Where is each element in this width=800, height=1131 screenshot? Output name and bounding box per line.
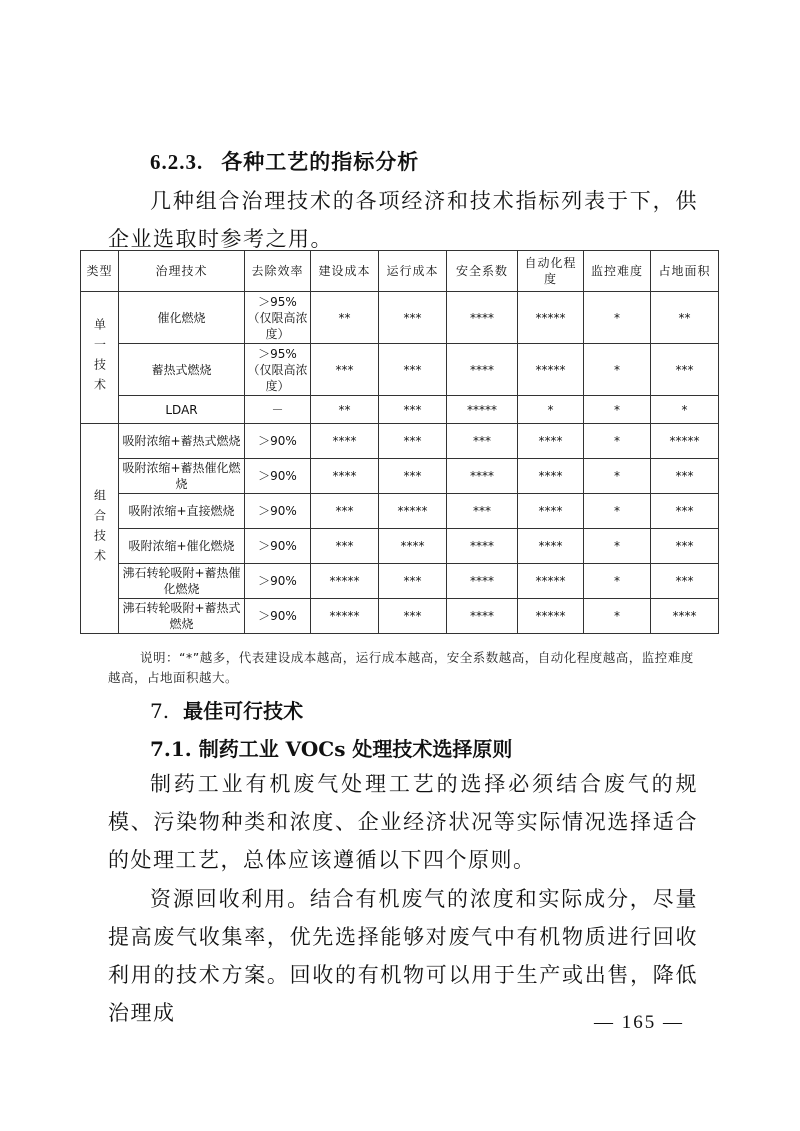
table-cell: ***** — [379, 494, 447, 529]
table-cell: LDAR — [119, 396, 245, 424]
type-cell: 单一技术 — [81, 292, 119, 424]
table-row — [81, 529, 719, 564]
table-cell: ＞95%（仅限高浓度） — [245, 344, 311, 396]
table-cell: ** — [311, 292, 379, 344]
header-cell: 类型 — [81, 251, 119, 292]
table-cell: ** — [651, 292, 719, 344]
section-heading — [150, 146, 419, 176]
table-cell: **** — [447, 599, 518, 634]
table-cell: * — [584, 599, 651, 634]
table-cell: ＞90% — [245, 494, 311, 529]
principles-paragraph: 制药工业有机废气处理工艺的选择必须结合废气的规模、污染物种类和浓度、企业经济状况等实际情况选择适合的处理工艺，总体应该遵循以下四个原则。 — [108, 772, 698, 872]
table-row — [81, 292, 719, 344]
table-cell: **** — [447, 529, 518, 564]
table-cell: *** — [379, 459, 447, 494]
resource-paragraph: 资源回收利用。结合有机废气的浓度和实际成分，尽量提高废气收集率，优先选择能够对废气中有机物质进行回收利用的技术方案。回收的有机物可以用于生产或出售，降低治理成 — [108, 887, 698, 1025]
header-cell: 治理技术 — [119, 251, 245, 292]
table-row — [81, 564, 719, 599]
table-cell: * — [651, 396, 719, 424]
table-cell: ***** — [311, 564, 379, 599]
table-cell: 催化燃烧 — [119, 292, 245, 344]
section-number: 7. — [150, 699, 170, 723]
table-cell: *** — [379, 292, 447, 344]
header-cell: 占地面积 — [651, 251, 719, 292]
intro-paragraph: 几种组合治理技术的各项经济和技术指标列表于下，供企业选取时参考之用。 — [108, 189, 698, 251]
table-cell: **** — [651, 599, 719, 634]
table-cell: 吸附浓缩+蓄热催化燃烧 — [119, 459, 245, 494]
table-cell: **** — [311, 424, 379, 459]
table-cell: 沸石转轮吸附+蓄热催化燃烧 — [119, 564, 245, 599]
table-cell: ***** — [447, 396, 518, 424]
table-cell: * — [584, 396, 651, 424]
table-cell: － — [245, 396, 311, 424]
table-cell: *** — [379, 344, 447, 396]
table-cell: **** — [518, 494, 584, 529]
table-cell: **** — [518, 529, 584, 564]
table-cell: ***** — [518, 292, 584, 344]
table-cell: * — [518, 396, 584, 424]
table-cell: * — [584, 459, 651, 494]
section-title: 各种工艺的指标分析 — [221, 149, 420, 174]
header-cell: 自动化程度 — [518, 251, 584, 292]
table-cell: *** — [651, 344, 719, 396]
table-cell: 吸附浓缩+蓄热式燃烧 — [119, 424, 245, 459]
table-cell: 吸附浓缩+直接燃烧 — [119, 494, 245, 529]
table-cell: ＞90% — [245, 529, 311, 564]
table-cell: * — [584, 344, 651, 396]
table-cell: **** — [311, 459, 379, 494]
table-cell: **** — [379, 529, 447, 564]
table-cell: *** — [379, 396, 447, 424]
table-row — [81, 459, 719, 494]
table-cell: * — [584, 292, 651, 344]
table-cell: ***** — [311, 599, 379, 634]
subsection-heading: 7.1. 制药工业 VOCs 处理技术选择原则 — [150, 737, 513, 761]
header-cell: 建设成本 — [311, 251, 379, 292]
table-cell: *** — [379, 599, 447, 634]
table-cell: **** — [447, 344, 518, 396]
table-cell: * — [584, 494, 651, 529]
table-cell: **** — [447, 459, 518, 494]
table-cell: *** — [379, 424, 447, 459]
table-cell: * — [584, 529, 651, 564]
table-cell: ***** — [518, 599, 584, 634]
table-cell: ***** — [518, 564, 584, 599]
table-cell: ***** — [518, 344, 584, 396]
table-cell: * — [584, 564, 651, 599]
table-cell: *** — [311, 529, 379, 564]
table-cell: 沸石转轮吸附+蓄热式燃烧 — [119, 599, 245, 634]
header-cell: 去除效率 — [245, 251, 311, 292]
table-cell: ***** — [651, 424, 719, 459]
header-cell: 监控难度 — [584, 251, 651, 292]
header-cell: 安全系数 — [447, 251, 518, 292]
table-cell: **** — [518, 459, 584, 494]
table-cell: *** — [311, 344, 379, 396]
table-cell: *** — [651, 459, 719, 494]
table-cell: ＞90% — [245, 599, 311, 634]
table-cell: 吸附浓缩+催化燃烧 — [119, 529, 245, 564]
table-cell: 蓄热式燃烧 — [119, 344, 245, 396]
page-number: — 165 — — [594, 1012, 684, 1033]
section-heading — [150, 695, 303, 724]
table-cell: *** — [651, 494, 719, 529]
table-row — [81, 424, 719, 459]
table-cell: ＞95%（仅限高浓度） — [245, 292, 311, 344]
table-cell: ＞90% — [245, 564, 311, 599]
table-row — [81, 344, 719, 396]
table-cell: *** — [651, 529, 719, 564]
section-title: 最佳可行技术 — [183, 699, 304, 723]
table-cell: *** — [651, 564, 719, 599]
table-cell: *** — [379, 564, 447, 599]
table-cell: * — [584, 424, 651, 459]
table-cell: *** — [447, 424, 518, 459]
table-cell: *** — [447, 494, 518, 529]
table-row — [81, 494, 719, 529]
table-note: 说明：“*”越多，代表建设成本越高，运行成本越高，安全系数越高，自动化程度越高，监控难度越高，占地面积越大。 — [108, 650, 694, 685]
table-cell: **** — [447, 564, 518, 599]
table-header-row — [81, 251, 719, 292]
table-cell: **** — [447, 292, 518, 344]
table-cell: *** — [311, 494, 379, 529]
table-cell: ＞90% — [245, 459, 311, 494]
header-cell: 运行成本 — [379, 251, 447, 292]
table-cell: ** — [311, 396, 379, 424]
indicator-table — [80, 250, 719, 634]
type-cell: 组合技术 — [81, 424, 119, 634]
table-cell: **** — [518, 424, 584, 459]
table-row — [81, 396, 719, 424]
section-number: 6.2.3. — [150, 150, 204, 174]
table-row — [81, 599, 719, 634]
table-cell: ＞90% — [245, 424, 311, 459]
